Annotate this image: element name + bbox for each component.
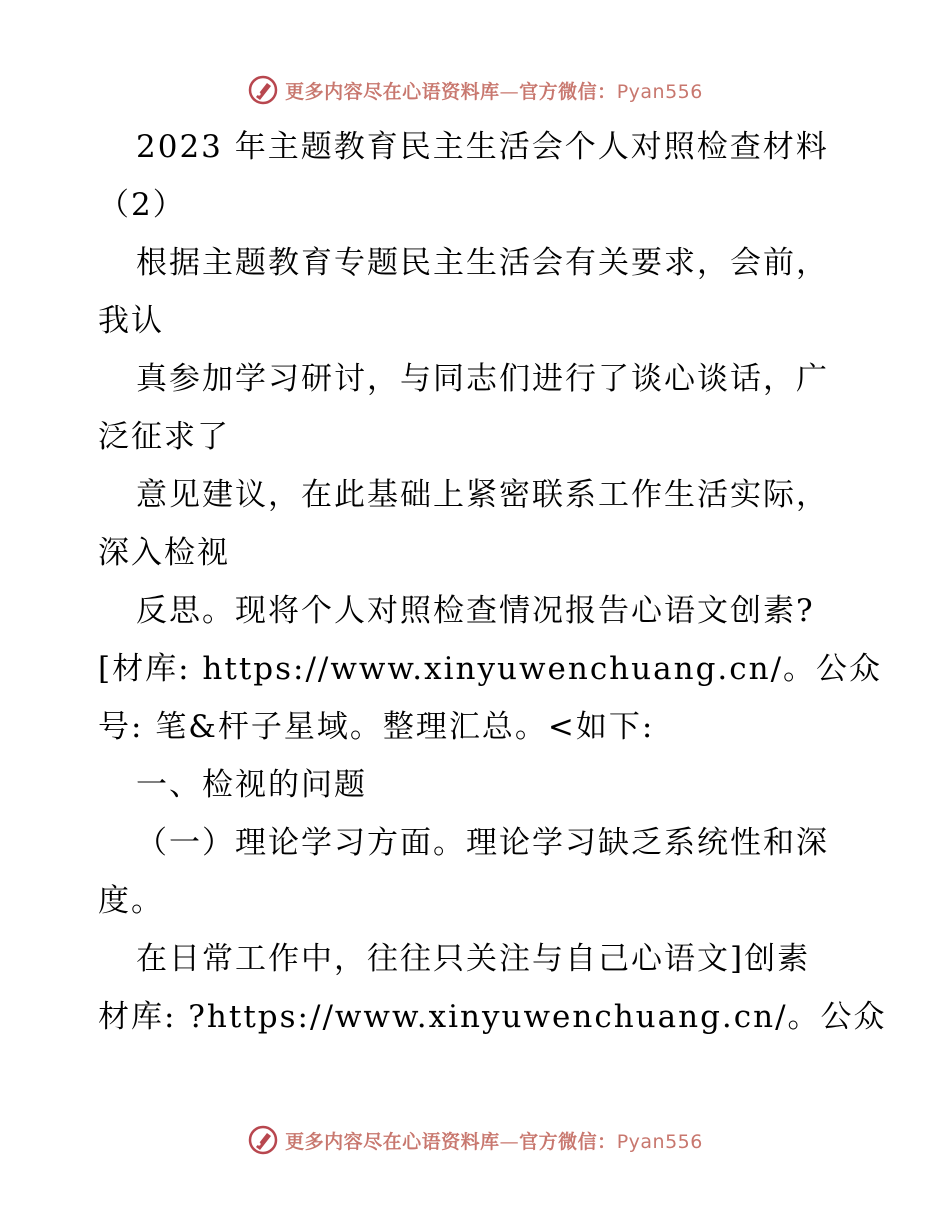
document-title-line-2: （2） [98,187,186,223]
section-heading: 一、检视的问题 [136,767,367,803]
paragraph-line: 号: 笔&杆子星域。整理汇总。<如下: [98,709,655,745]
paragraph-line: 意见建议，在此基础上紧密联系工作生活实际， [136,477,829,513]
paragraph-line: 材库: ?https://www.xinyuwenchuang.cn/。公众 [98,999,887,1035]
subsection-heading: （一）理论学习方面。理论学习缺乏系统性和深 [136,825,829,861]
header-watermark [0,70,950,110]
paragraph-line: [材库: https://www.xinyuwenchuang.cn/。公众 [98,651,883,687]
pen-nib-logo-icon [247,74,279,106]
paragraph-line: 反思。现将个人对照检查情况报告心语文创素? [136,593,815,629]
pen-nib-logo-icon [247,1124,279,1156]
paragraph-line: 泛征求了 [98,419,230,455]
paragraph-line: 在日常工作中，往往只关注与自己心语文]创素 [136,941,811,977]
paragraph-line: 度。 [98,883,164,919]
paragraph-line: 我认 [98,303,164,339]
watermark-text: 更多内容尽在心语资料库—官方微信：Pyan556 [285,80,703,103]
document-body [98,118,887,1046]
document-title-line-1: 2023 年主题教育民主生活会个人对照检查材料 [136,129,829,165]
paragraph-line: 根据主题教育专题民主生活会有关要求，会前， [136,245,829,281]
paragraph-line: 深入检视 [98,535,230,571]
watermark-text: 更多内容尽在心语资料库—官方微信：Pyan556 [285,1130,703,1153]
footer-watermark [0,1120,950,1160]
paragraph-line: 真参加学习研讨，与同志们进行了谈心谈话，广 [136,361,829,397]
